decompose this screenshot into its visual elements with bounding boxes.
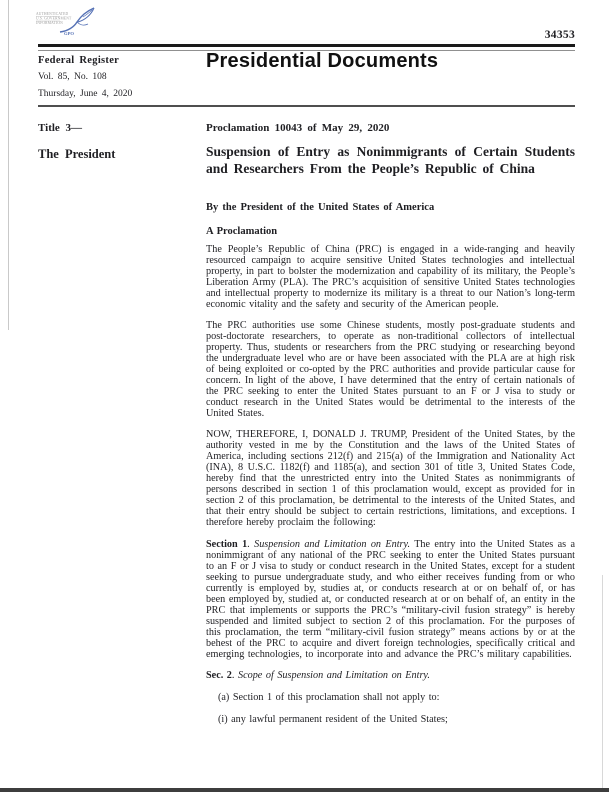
proclamation-document — [206, 122, 575, 736]
gpo-authenticated-logo — [34, 6, 100, 40]
gpo-wordmark: GPO — [64, 31, 74, 36]
a-proclamation-heading: A Proclamation — [206, 226, 278, 237]
page-right-edge — [602, 575, 603, 792]
section-1-body: The entry into the United States as a nonimmigrant of any national of the PRC seeking to enter the United States pursuant to an F or J visa to study or conduct research in the United States, except for a student seeking to pursue undergraduate study, and who either receives funding from or who currently is employed by, studies at, or conducts research at or on behalf of, or has been employed by, studied at, or conducted research at or on behalf of, an entity in the PRC that implements or supports the PRC’s “military-civil fusion strategy” is hereby suspended and limited subject to section 2 of this proclamation. For the purposes of this proclamation, the term “military-civil fusion strategy” means actions by or at the behest of the PRC to acquire and divert foreign technologies, specifically critical and emerging technologies, to incorporate into and advance the PRC’s military capabilities. — [206, 538, 576, 660]
logo-text-line: INFORMATION — [36, 21, 63, 25]
section-2-label: Sec. 2 — [206, 669, 232, 681]
clause-a: (a) Section 1 of this proclamation shall not apply to: — [218, 691, 440, 703]
issue-date: Thursday, June 4, 2020 — [38, 89, 133, 99]
logo-text-block — [36, 12, 72, 25]
volume-number: Vol. 85, No. 108 — [38, 72, 107, 82]
logo-text-line: U.S. GOVERNMENT — [36, 16, 72, 21]
publication-name: Federal Register — [38, 55, 120, 66]
section-1-separator: . — [247, 538, 255, 550]
page-number: 34353 — [544, 29, 575, 41]
document-title: Suspension of Entry as Nonimmigrants of Certain Students and Researchers From the People’s Republic of China — [206, 144, 575, 176]
section-1-title: Suspension and Limitation on Entry. — [254, 538, 411, 550]
paragraph-3: NOW, THEREFORE, I, DONALD J. TRUMP, President of the United States, by the authority vested in me by the Constitution and the laws of the United States of America, including sections 212(f) and 215(a) of the Immigration and Nationality Act (INA), 8 U.S.C. 1182(f) and 1185(a), and section 301 of title 3, United States Code, hereby find that the unrestricted entry into the United States as nonimmigrants of persons described in section 1 of this proclamation would, except as provided for in section 2 of this proclamation, be detrimental to the interests of the United States, and that their entry should be subject to certain restrictions, limitations, and exceptions. I therefore hereby proclaim the following: — [206, 429, 575, 529]
section-2-title: Scope of Suspension and Limitation on Entry. — [238, 669, 430, 681]
masthead-bottom-rule — [38, 105, 575, 107]
title-sidebar — [38, 122, 188, 162]
section-2-separator: . — [231, 669, 238, 681]
section-1-label: Section 1 — [206, 538, 248, 550]
title3-label: Title 3— — [38, 122, 83, 134]
section-2-heading — [206, 670, 575, 682]
clause-i: (i) any lawful permanent resident of the United States; — [218, 714, 448, 726]
logo-text-line: AUTHENTICATED — [36, 12, 69, 16]
paragraph-2: The PRC authorities use some Chinese students, mostly post-graduate students and post-doctorate researchers, to operate as non-traditional collectors of intellectual property. Thus, students or researchers from the PRC studying or researching beyond the undergraduate level who are or have been associated with the PLA are at high risk of being exploited or co-opted by the PRC authorities and provide particular cause for concern. In light of the above, I have determined that the entry of certain nationals of the PRC seeking to enter the United States pursuant to an F or J visa to study or conduct research in the United States would be detrimental to the interests of the United States. — [206, 320, 575, 420]
masthead — [38, 55, 198, 99]
page-bottom-rule — [0, 788, 609, 792]
section-title: Presidential Documents — [206, 50, 439, 72]
section-1-paragraph — [206, 539, 575, 660]
the-president-label: The President — [38, 147, 116, 161]
byline: By the President of the United States of America — [206, 202, 435, 213]
paragraph-1: The People’s Republic of China (PRC) is engaged in a wide-ranging and heavily resourced campaign to acquire sensitive United States technologies and intellectual property, in part to bolster the modernization and capability of its military, the People’s Liberation Army (PLA). The PRC’s acquisition of sensitive United States technologies and intellectual property to modernize its military is a threat to our Nation’s long-term economic vitality and the safety and security of the American people. — [206, 244, 575, 310]
page-left-edge — [8, 0, 9, 330]
proclamation-number-line: Proclamation 10043 of May 29, 2020 — [206, 122, 390, 134]
